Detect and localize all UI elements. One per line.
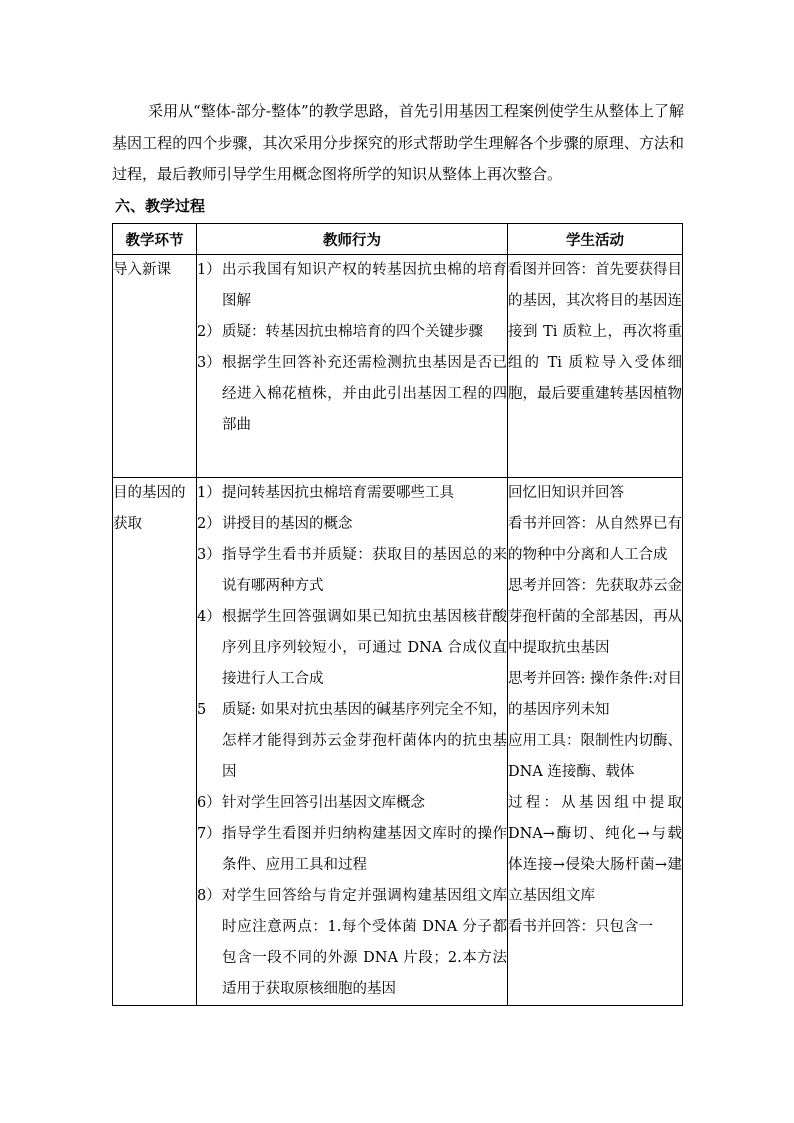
intro-text: 采用从“整体-部分-整体”的教学思路，首先引用基因工程案例使学生从整体上了解基因工程的四个步骤，其次采用分步探究的形式帮助学生理解各个步骤的原理、方法和过程，最后教师引导学生用概念图将所学的知识从整体上再次整合。 — [112, 102, 684, 183]
teacher-item: 6） 针对学生回答引出基因文库概念 — [197, 795, 425, 811]
teacher-item: 4） 根据学生回答强调如果已知抗虫基因核苷酸序列且序列较短小，可通过 DNA 合成仪直接进行人工合成 — [197, 609, 507, 687]
teacher-item: 2） 质疑：转基因抗虫棉培育的四个关键步骤 — [197, 324, 483, 340]
student-line: 回忆旧知识并回答 — [508, 485, 624, 501]
table-row — [113, 478, 683, 1006]
teacher-item: 3） 根据学生回答补充还需检测抗虫基因是否已经进入棉花植株，并由此引出基因工程的四部曲 — [197, 355, 507, 433]
teacher-item: 2） 讲授目的基因的概念 — [197, 516, 353, 532]
header-stage: 教学环节 — [113, 224, 197, 255]
teacher-item: 1） 出示我国有知识产权的转基因抗虫棉的培育图解 — [197, 262, 507, 309]
teacher-item: 1） 提问转基因抗虫棉培育需要哪些工具 — [197, 485, 454, 501]
header-teacher: 教师行为 — [197, 224, 508, 255]
student-line: 思考并回答: 操作条件:对目的基因序列未知 — [508, 671, 682, 718]
student-line: 思考并回答：先获取苏云金芽孢杆菌的全部基因，再从中提取抗虫基因 — [508, 578, 682, 656]
student-cell — [508, 478, 683, 1006]
teacher-item: 7） 指导学生看图并归纳构建基因文库时的操作条件、应用工具和过程 — [197, 826, 507, 873]
stage-cell: 导入新课 — [113, 255, 197, 478]
student-line: 看书并回答：从自然界已有的物种中分离和人工合成 — [508, 516, 682, 563]
student-line: 看书并回答：只包含一 — [508, 919, 653, 935]
teacher-item: 3） 指导学生看书并质疑：获取目的基因总的来说有哪两种方式 — [197, 547, 507, 594]
teacher-cell — [197, 255, 508, 478]
section-heading: 六、教学过程 — [115, 197, 206, 215]
teacher-item: 5 质疑: 如果对抗虫基因的碱基序列完全不知，怎样才能得到苏云金芽孢杆菌体内的抗虫基因 — [197, 702, 507, 780]
teacher-cell — [197, 478, 508, 1006]
header-student: 学生活动 — [508, 224, 683, 255]
table-header-row — [113, 224, 683, 255]
student-line: 应用工具：限制性内切酶、DNA 连接酶、载体 — [508, 733, 682, 780]
student-cell: 看图并回答：首先要获得目的基因，其次将目的基因连接到 Ti 质粒上，再次将重组的 Ti 质粒导入受体细胞，最后要重建转基因植物 — [508, 255, 683, 478]
teacher-item: 8） 对学生回答给与肯定并强调构建基因组文库时应注意两点：1.每个受体菌 DNA 分子都包含一段不同的外源 DNA 片段；2.本方法适用于获取原核细胞的基因 — [197, 888, 507, 997]
stage-cell: 目的基因的获取 — [113, 478, 197, 1006]
student-line: 过程：从基因组中提取 DNA→酶切、纯化→与载体连接→侵染大肠杆菌→建立基因组文库 — [508, 795, 682, 904]
teaching-process-table — [112, 223, 683, 1006]
table-row — [113, 255, 683, 478]
intro-paragraph — [112, 96, 684, 191]
